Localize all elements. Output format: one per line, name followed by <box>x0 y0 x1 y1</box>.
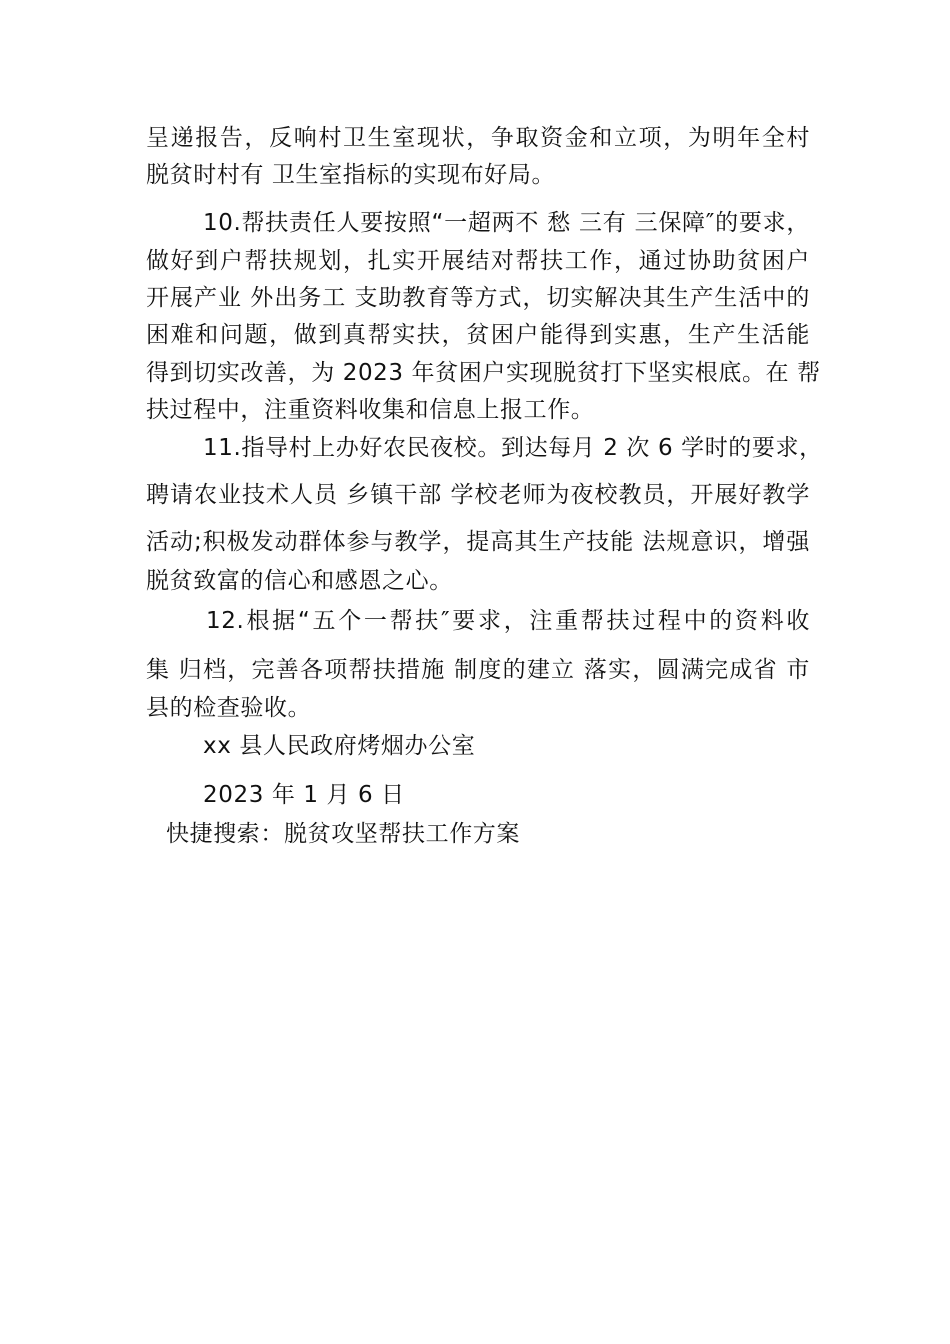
paragraph-11-line-4: 脱贫致富的信心和感恩之心。 <box>146 568 453 594</box>
paragraph-10-line-5: 得到切实改善，为 2023 年贫困户实现脱贫打下坚实根底。在 帮 <box>146 360 821 386</box>
paragraph-11-line-3: 活动;积极发动群体参与教学，提高其生产技能 法规意识，增强 <box>146 529 810 555</box>
signature-date: 2023 年 1 月 6 日 <box>203 782 405 808</box>
paragraph-11-line-1: 11.指导村上办好农民夜校。到达每月 2 次 6 学时的要求， <box>203 435 823 461</box>
paragraph-12-line-1: 12.根据“五个一帮扶″要求，注重帮扶过程中的资料收 <box>206 608 810 634</box>
paragraph-10-line-3: 开展产业 外出务工 支助教育等方式，切实解决其生产生活中的 <box>146 285 810 311</box>
paragraph-10-line-4: 困难和问题，做到真帮实扶，贫困户能得到实惠，生产生活能 <box>146 322 810 348</box>
paragraph-12-line-2: 集 归档，完善各项帮扶措施 制度的建立 落实，圆满完成省 市 <box>146 657 810 683</box>
quick-search-text: 快捷搜索：脱贫攻坚帮扶工作方案 <box>166 821 520 847</box>
paragraph-12-line-3: 县的检查验收。 <box>146 695 312 721</box>
paragraph-9-line-1: 呈递报告，反响村卫生室现状，争取资金和立项，为明年全村 <box>146 125 810 151</box>
paragraph-10-line-2: 做好到户帮扶规划，扎实开展结对帮扶工作，通过协助贫困户 <box>146 248 810 274</box>
paragraph-11-line-2: 聘请农业技术人员 乡镇干部 学校老师为夜校教员，开展好教学 <box>146 482 810 508</box>
paragraph-10-line-1: 10.帮扶责任人要按照“一超两不 愁 三有 三保障″的要求， <box>203 210 810 236</box>
paragraph-10-line-6: 扶过程中，注重资料收集和信息上报工作。 <box>146 397 595 423</box>
paragraph-9-line-2: 脱贫时村有 卫生室指标的实现布好局。 <box>146 162 556 188</box>
signature-office: xx 县人民政府烤烟办公室 <box>203 733 476 759</box>
